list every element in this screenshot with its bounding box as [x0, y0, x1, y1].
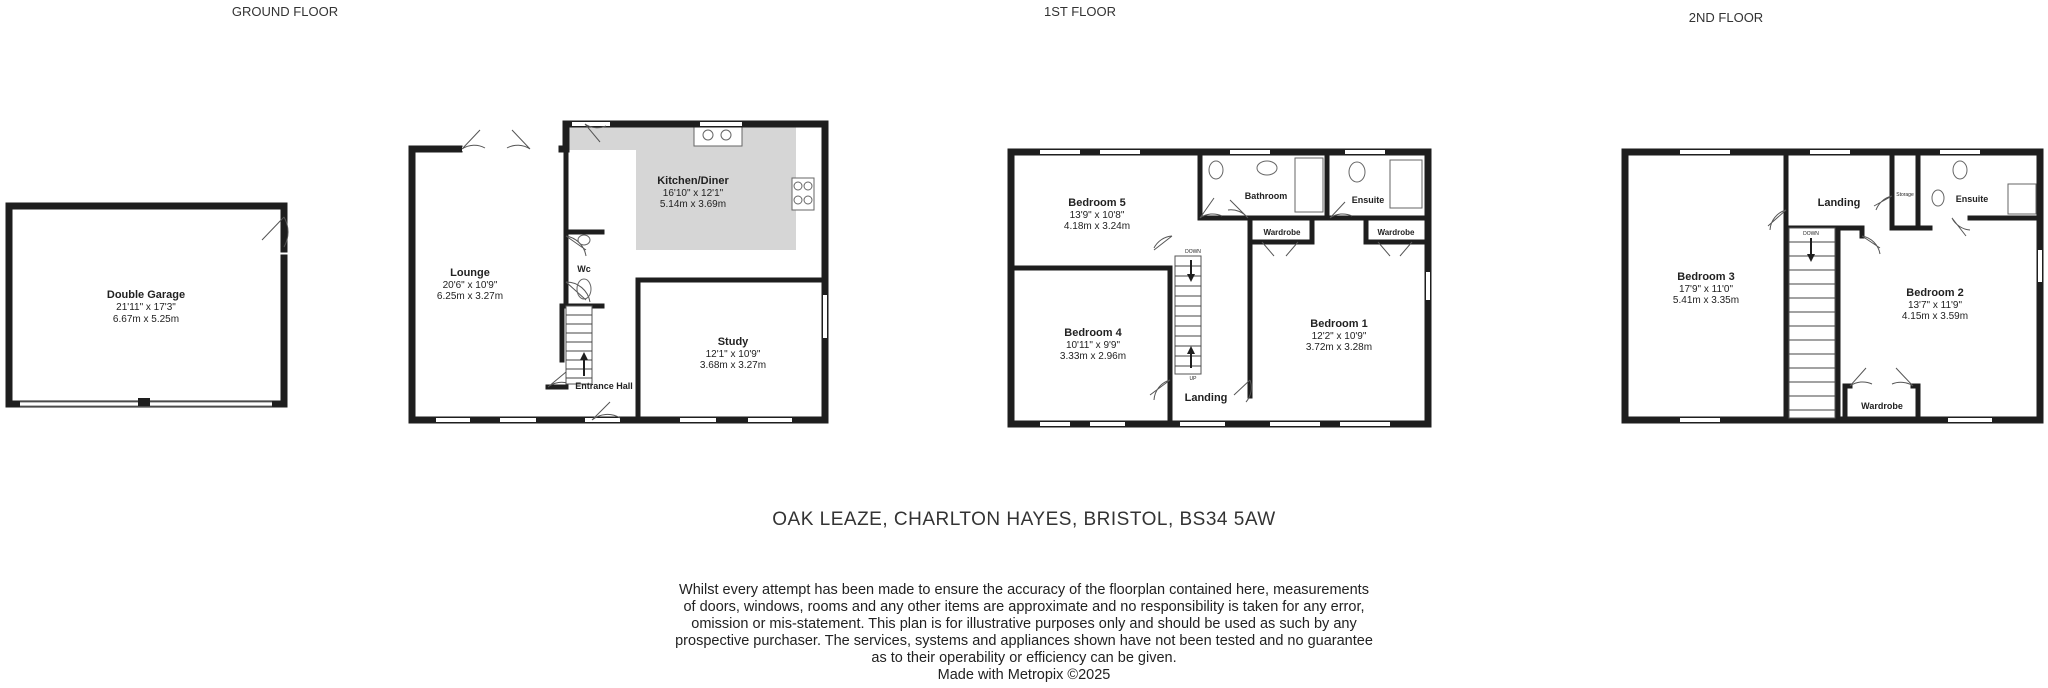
- bedroom1-metric: 3.72m x 3.28m: [1305, 342, 1373, 353]
- ground-floor-title: GROUND FLOOR: [231, 4, 339, 19]
- disclaimer-line: Whilst every attempt has been made to ensure the accuracy of the floorplan contained here, measurements: [679, 582, 1369, 598]
- wardrobe1b-name: Wardrobe: [1377, 228, 1415, 237]
- second-stairs-down: DOWN: [1803, 231, 1819, 237]
- garage: [9, 206, 288, 406]
- bedroom5-name: Bedroom 5: [1068, 197, 1126, 209]
- disclaimer-line: of doors, windows, rooms and any other items are approximate and no responsibility is taken for any error,: [683, 599, 1365, 615]
- second-stairs: [1789, 228, 1835, 418]
- bedroom3-imperial: 17'9" x 11'0": [1678, 284, 1734, 295]
- study-name: Study: [717, 336, 749, 348]
- first-stairs-up: UP: [1189, 376, 1197, 382]
- ensuite2-name: Ensuite: [1955, 194, 1989, 204]
- ground-floor-house: [412, 124, 825, 420]
- wardrobe2-name: Wardrobe: [1861, 401, 1903, 411]
- second-floor: [1625, 152, 2040, 420]
- wardrobe1a-name: Wardrobe: [1263, 228, 1301, 237]
- kitchen-imperial: 16'10" x 12'1": [662, 188, 724, 199]
- disclaimer-line: as to their operability or efficiency can be given.: [871, 650, 1177, 666]
- bedroom2-metric: 4.15m x 3.59m: [1901, 311, 1969, 322]
- ensuite1-name: Ensuite: [1351, 195, 1385, 205]
- kitchen-metric: 5.14m x 3.69m: [659, 199, 727, 210]
- bedroom5-imperial: 13'9" x 10'8": [1069, 210, 1125, 221]
- bedroom4-name: Bedroom 4: [1064, 327, 1122, 339]
- first-floor-title: 1ST FLOOR: [1043, 4, 1117, 19]
- wc-name: Wc: [577, 264, 591, 274]
- lounge-metric: 6.25m x 3.27m: [436, 291, 504, 302]
- landing1-name: Landing: [1184, 392, 1228, 404]
- bathroom-name: Bathroom: [1244, 191, 1288, 201]
- metropix-credit: Made with Metropix ©2025: [937, 667, 1111, 683]
- bedroom4-imperial: 10'11" x 9'9": [1065, 340, 1121, 351]
- lounge-name: Lounge: [450, 267, 490, 279]
- bedroom5-metric: 4.18m x 3.24m: [1063, 221, 1131, 232]
- garage-imperial: 21'11" x 17'3": [116, 302, 176, 313]
- bedroom4-metric: 3.33m x 2.96m: [1059, 351, 1127, 362]
- first-stairs-down: DOWN: [1185, 249, 1201, 255]
- bedroom3-metric: 5.41m x 3.35m: [1672, 295, 1740, 306]
- disclaimer-line: prospective purchaser. The services, systems and appliances shown have not been tested and no guarantee: [675, 633, 1373, 649]
- bedroom3-name: Bedroom 3: [1677, 271, 1735, 283]
- disclaimer: [624, 582, 1424, 684]
- storage-name: Storage: [1896, 192, 1914, 198]
- garage-name: Double Garage: [106, 289, 186, 301]
- entrance-hall-name: Entrance Hall: [575, 381, 633, 391]
- bedroom2-name: Bedroom 2: [1906, 287, 1964, 299]
- landing2-name: Landing: [1817, 197, 1861, 209]
- ground-stairs: [566, 306, 592, 384]
- lounge-imperial: 20'6" x 10'9": [442, 280, 498, 291]
- study-metric: 3.68m x 3.27m: [699, 360, 767, 371]
- bedroom2-imperial: 13'7" x 11'9": [1907, 300, 1963, 311]
- study-imperial: 12'1" x 10'9": [705, 349, 761, 360]
- first-stairs: [1175, 249, 1201, 382]
- second-floor-title: 2ND FLOOR: [1688, 10, 1764, 25]
- first-floor: [1011, 152, 1428, 424]
- bedroom1-name: Bedroom 1: [1310, 318, 1368, 330]
- bedroom1-imperial: 12'2" x 10'9": [1311, 331, 1367, 342]
- disclaimer-line: omission or mis-statement. This plan is for illustrative purposes only and should be used as such by any: [691, 616, 1357, 632]
- kitchen-name: Kitchen/Diner: [657, 175, 729, 187]
- garage-metric: 6.67m x 5.25m: [112, 314, 180, 325]
- property-address: OAK LEAZE, CHARLTON HAYES, BRISTOL, BS34 5AW: [772, 509, 1276, 530]
